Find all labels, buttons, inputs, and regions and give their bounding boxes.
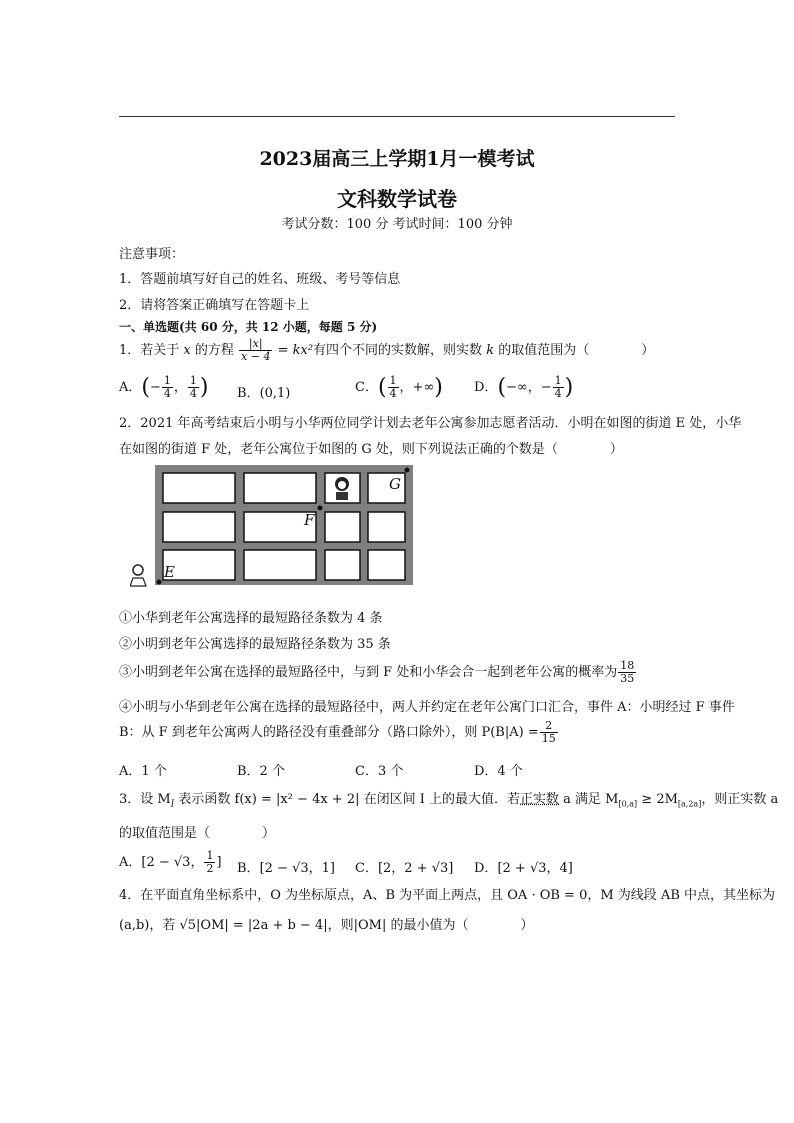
q1-option-d-n1: 1: [554, 374, 562, 387]
q3-option-d-text: [2 + √3，4]: [497, 861, 573, 876]
label-e: E: [164, 563, 175, 581]
q2-s3-num: 18: [620, 659, 635, 672]
q1-option-a-n2: 1: [189, 374, 197, 387]
elder-person-icon: [335, 477, 349, 500]
q3-sub-i: I: [170, 799, 175, 810]
q3-sub-2: [a,2a]: [677, 799, 702, 809]
q3-option-c-label: C．: [355, 861, 378, 876]
q1-var-k: k: [486, 343, 495, 358]
q1-text-c: 有四个不同的实数解，则实数: [313, 343, 487, 358]
q3-option-a-den: 2: [206, 862, 214, 875]
point-e-dot: [157, 580, 162, 585]
q1-option-c-label: C．: [355, 380, 378, 395]
q3-text-e: ，则正实数 a: [701, 792, 779, 807]
q3-line-1: [119, 788, 778, 810]
q3-option-a-post: ]: [216, 855, 222, 870]
q1-option-c-n1: 1: [389, 374, 397, 387]
q2-option-d[interactable]: D．4 个: [474, 764, 523, 779]
q4-line-2: (a,b)，若 √5|OM| = |2a + b − 4|，则|OM| 的最小值为（ ）: [119, 918, 534, 933]
block: [244, 473, 316, 503]
q2-option-c[interactable]: C．3 个: [355, 764, 404, 779]
q2-s3-den: 35: [620, 672, 635, 685]
q2-option-a[interactable]: A．1 个: [119, 764, 167, 779]
street-map-figure: [130, 460, 420, 592]
section-title: 一、单选题(共 60 分，共 12 小题，每题 5 分): [119, 320, 378, 334]
q1-option-b-label: B．: [237, 386, 260, 401]
q1-frac-num: |x|: [239, 338, 272, 351]
q2-line-2: 在如图的街道 F 处，老年公寓位于如图的 G 处，则下列说法正确的个数是（ ）: [119, 442, 623, 457]
q1-option-a-minus: −: [149, 380, 161, 395]
q2-statement-4b: [119, 720, 559, 745]
q2-statement-3-text: ③小明到老年公寓在选择的最短路径中，与到 F 处和小华会合一起到老年公寓的概率为: [119, 665, 618, 680]
note-item-1: 1．答题前填写好自己的姓名、班级、考号等信息: [119, 272, 401, 287]
block: [325, 550, 360, 580]
q3-option-c[interactable]: [355, 857, 453, 876]
exam-subtitle: 文科数学试卷: [337, 187, 457, 211]
q3-emphasis: 正实数: [520, 792, 560, 807]
q1-option-a[interactable]: A．(− $\frac{1}{4}$ ， $\frac{1}{4}$ ): [119, 374, 209, 400]
q1-option-d-label: D．: [474, 380, 498, 395]
q1-fraction: [239, 338, 272, 363]
point-f-dot: [318, 506, 323, 511]
q1-option-a-sep: ，: [173, 380, 187, 395]
q3-text-b: 表示函数 f(x) = |x² − 4x + 2| 在闭区间 I 上的最大值．若: [174, 792, 521, 807]
q1-option-c-rest: ，+∞: [399, 380, 435, 395]
q2-statement-1: ①小华到老年公寓选择的最短路径条数为 4 条: [119, 611, 383, 626]
q1-option-d[interactable]: D．(−∞，− $\frac{1}{4}$ ): [474, 374, 574, 400]
q3-option-a-num: 1: [206, 849, 214, 862]
q3-line-2: 的取值范围是（ ）: [119, 826, 276, 841]
exam-meta: 考试分数：100 分 考试时间：100 分钟: [281, 217, 513, 232]
q1-var-x: x: [183, 343, 191, 358]
block: [368, 512, 405, 542]
q3-option-c-text: [2，2 + √3]: [377, 861, 454, 876]
q2-option-b[interactable]: B．2 个: [237, 764, 285, 779]
q1-stem: [119, 338, 654, 363]
q1-frac-den: x − 4: [241, 350, 271, 363]
q3-option-a-label: A．: [119, 855, 142, 870]
header-rule: [119, 116, 675, 117]
q2-s4-num: 2: [540, 720, 558, 733]
q3-option-a[interactable]: [119, 850, 222, 875]
q1-option-c-d1: 4: [389, 387, 397, 400]
block: [163, 512, 235, 542]
q3-sub-1: [0,a]: [618, 799, 638, 809]
student-person-icon: [130, 565, 146, 586]
q1-text-b: 的方程: [190, 343, 234, 358]
q1-option-b-text: (0,1): [259, 386, 291, 401]
block: [163, 473, 235, 503]
q2-s4-den: 15: [541, 732, 556, 745]
point-g-dot: [405, 468, 410, 473]
q1-option-c[interactable]: C．( $\frac{1}{4}$ ，+∞): [355, 374, 443, 400]
q2-line-1: 2．2021 年高考结束后小明与小华两位同学计划去老年公寓参加志愿者活动．小明在如图的街道 E 处，小华: [119, 416, 742, 431]
q4-line-1: 4．在平面直角坐标系中，O 为坐标原点，A、B 为平面上两点，且 OA · OB = 0，M 为线段 AB 中点，其坐标为: [119, 888, 775, 903]
q3-text-a: 3．设 M: [119, 792, 171, 807]
q3-text-c: a 满足 M: [559, 792, 619, 807]
q2-statement-4b-text: B：从 F 到老年公寓两人的路径没有重叠部分（路口除外），则 P(B|A) =: [119, 725, 539, 740]
block: [368, 550, 405, 580]
block: [325, 512, 360, 542]
q1-rhs: = kx²: [277, 343, 314, 358]
q1-option-a-label: A．: [119, 380, 142, 395]
note-item-2: 2．请将答案正确填写在答题卡上: [119, 298, 310, 313]
q1-text-d: 的取值范围为（ ）: [494, 343, 655, 358]
q1-option-d-pre: −∞，−: [506, 380, 552, 395]
q3-option-a-pre: [2 − √3，: [141, 855, 204, 870]
label-f: F: [304, 511, 315, 529]
q1-option-a-n1: 1: [163, 374, 171, 387]
q1-option-a-d2: 4: [189, 387, 197, 400]
q1-text-a: 1．若关于: [119, 343, 184, 358]
q3-option-b-label: B．: [237, 861, 260, 876]
q3-option-b[interactable]: [237, 857, 335, 876]
q3-option-d[interactable]: [474, 857, 573, 876]
q1-option-a-d1: 4: [163, 387, 171, 400]
q3-text-d: ≥ 2M: [637, 792, 678, 807]
q1-option-b[interactable]: [237, 382, 290, 401]
q1-option-d-d1: 4: [554, 387, 562, 400]
exam-title: 2023届高三上学期1月一模考试: [259, 148, 535, 170]
q2-statement-3: [119, 660, 637, 685]
label-g: G: [389, 475, 401, 493]
notes-heading: 注意事项：: [119, 247, 185, 262]
q3-option-d-label: D．: [474, 861, 498, 876]
q2-statement-2: ②小明到老年公寓选择的最短路径条数为 35 条: [119, 637, 391, 652]
q3-option-b-text: [2 − √3，1]: [259, 861, 335, 876]
block: [244, 550, 316, 580]
q2-statement-4a: ④小明与小华到老年公寓在选择的最短路径中，两人并约定在老年公寓门口汇合，事件 A：小明经过 F 事件: [119, 700, 735, 715]
